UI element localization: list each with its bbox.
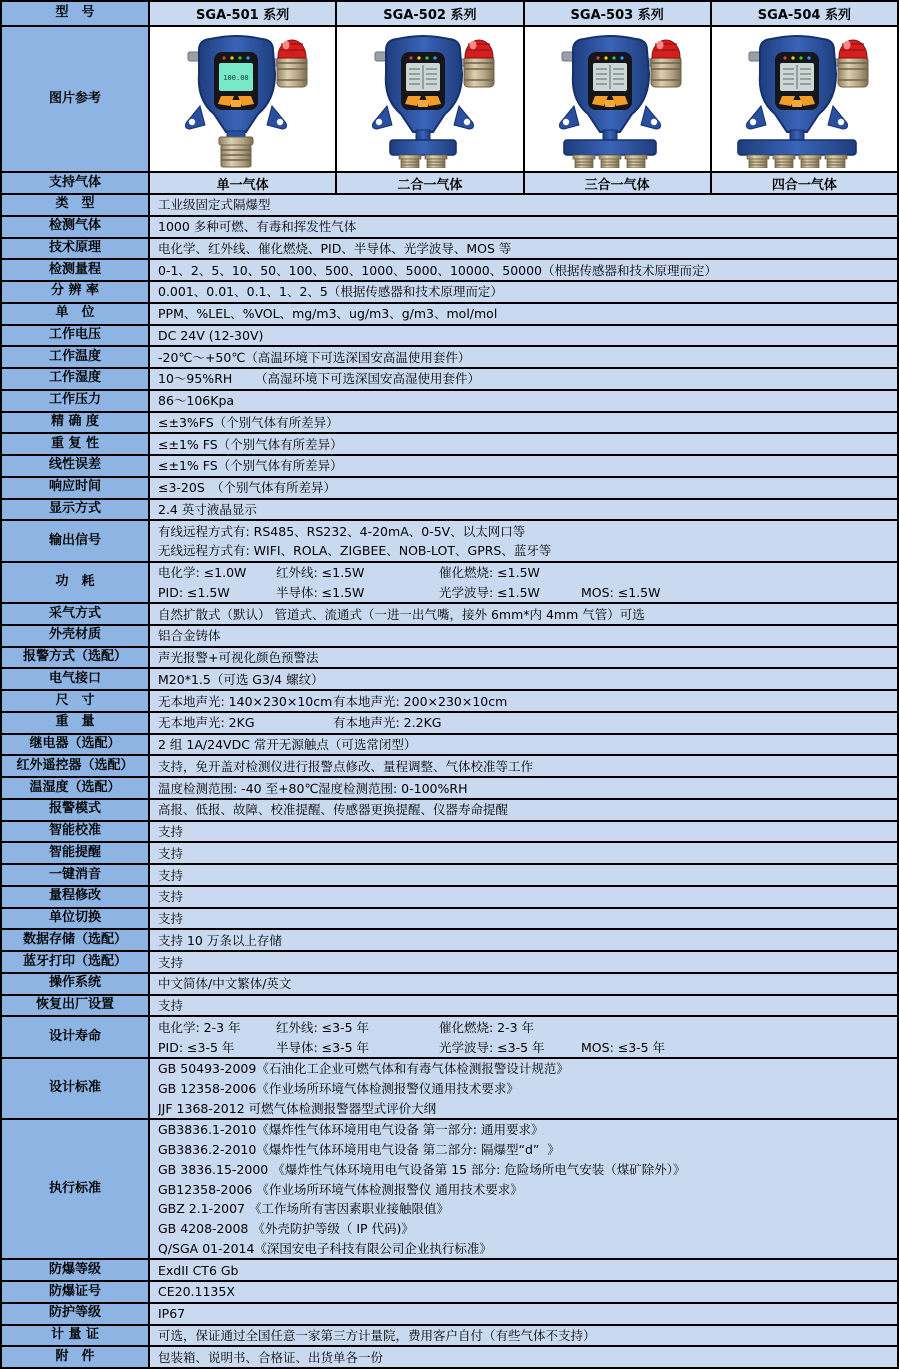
spec-label: 显示方式: [2, 500, 150, 520]
device-image-cell: [523, 27, 710, 171]
spec-value-line: CE20.1135X: [158, 1284, 235, 1300]
spec-label: 智能校准: [2, 822, 150, 842]
spec-row: [2, 217, 897, 239]
spec-label: 防护等级: [2, 1304, 150, 1324]
spec-value-line: 支持: [158, 889, 184, 905]
spec-value-line: 0-1、2、5、10、50、100、500、1000、5000、10000、50000（根据传感器和技术原理而定）: [158, 262, 718, 278]
gas-columns: [150, 173, 897, 193]
spec-value-line: DC 24V (12-30V): [158, 327, 264, 343]
spec-value-line: 铝合金铸体: [158, 628, 221, 644]
spec-value-segment: 半导体: ≤1.5W: [276, 584, 365, 600]
spec-value-segment: 电化学: ≤1.0W: [158, 565, 247, 581]
image-row-label: 图片参考: [2, 27, 150, 171]
spec-value-segment: （高湿环境下可选深国安高湿使用套件）: [255, 371, 481, 387]
spec-value-segment: 有本地声光: 2.2KG: [333, 715, 442, 731]
spec-value: [150, 865, 897, 885]
spec-value: [150, 1260, 897, 1280]
spec-label: 温湿度（选配）: [2, 778, 150, 798]
spec-value-segment: MOS: ≤1.5W: [581, 584, 661, 600]
spec-row: [2, 1326, 897, 1348]
spec-value-line: GB 4208-2008 《外壳防护等级（ IP 代码)》: [158, 1221, 414, 1237]
spec-value: [150, 195, 897, 215]
spec-row: [2, 434, 897, 456]
spec-label: 防爆等级: [2, 1260, 150, 1280]
spec-label: 工作温度: [2, 347, 150, 367]
spec-label: 设计寿命: [2, 1017, 150, 1056]
spec-value-segment: 温度检测范围: -40 至+80℃: [158, 780, 319, 796]
device-image-columns: [150, 27, 897, 171]
spec-value: [150, 478, 897, 498]
spec-label: 红外遥控器（选配）: [2, 756, 150, 776]
spec-value-line: 支持: [158, 867, 184, 883]
spec-row: [2, 952, 897, 974]
device-image-cell: [710, 27, 897, 171]
spec-row: [2, 1059, 897, 1120]
spec-value-line: 声光报警+可视化颜色预警法: [158, 650, 319, 666]
spec-row: [2, 604, 897, 626]
spec-value-segment: 光学波导: ≤1.5W: [439, 584, 540, 600]
spec-value-segment: 10～95%RH: [158, 371, 233, 387]
spec-value: [150, 521, 897, 560]
spec-row: [2, 865, 897, 887]
spec-value-segment: 半导体: ≤3-5 年: [276, 1039, 370, 1055]
spec-value: [150, 1120, 897, 1258]
spec-row: [2, 326, 897, 348]
spec-value: [150, 456, 897, 476]
gas-detector-image: [532, 30, 702, 168]
spec-label: 检测气体: [2, 217, 150, 237]
spec-row: [2, 521, 897, 562]
spec-value-line: ≤±3%FS（个别气体有所差异）: [158, 414, 339, 430]
spec-value: [150, 500, 897, 520]
spec-label: 单位切换: [2, 909, 150, 929]
spec-row: [2, 756, 897, 778]
spec-value-line: 包装箱、说明书、合格证、出货单各一份: [158, 1349, 384, 1365]
gas-type-cell: 单一气体: [150, 173, 335, 193]
spec-value: [150, 1017, 897, 1056]
spec-row: [2, 347, 897, 369]
spec-value-line: 中文简体/中文繁体/英文: [158, 976, 292, 992]
spec-value-line: GB3836.1-2010《爆炸性气体环境用电气设备 第一部分: 通用要求》: [158, 1122, 544, 1138]
spec-row: [2, 195, 897, 217]
spec-value: [150, 843, 897, 863]
spec-value-segment: MOS: ≤3-5 年: [581, 1039, 666, 1055]
device-image-cell: [150, 27, 335, 171]
spec-row: [2, 1304, 897, 1326]
spec-label: 附 件: [2, 1347, 150, 1367]
spec-value: [150, 1059, 897, 1118]
spec-value: [150, 909, 897, 929]
model-header-cell: SGA-503 系列: [523, 2, 710, 25]
spec-value-segment: PID: ≤3-5 年: [158, 1039, 235, 1055]
spec-value-line: [158, 369, 893, 389]
spec-row: [2, 887, 897, 909]
spec-value-line: 无线远程方式有: WIFI、ROLA、ZIGBEE、NOB-LOT、GPRS、蓝牙等: [158, 543, 552, 559]
spec-label: 报警方式（选配）: [2, 648, 150, 668]
spec-value-line: [158, 1037, 893, 1057]
spec-row: [2, 735, 897, 757]
spec-row: [2, 563, 897, 604]
spec-row: [2, 260, 897, 282]
spec-label: 电气接口: [2, 669, 150, 689]
spec-value: [150, 304, 897, 324]
spec-label: 操作系统: [2, 974, 150, 994]
spec-row: [2, 822, 897, 844]
spec-rows: [2, 195, 897, 1367]
spec-value: [150, 260, 897, 280]
spec-value-line: 支持: [158, 845, 184, 861]
spec-label: 重 量: [2, 713, 150, 733]
spec-value: [150, 800, 897, 820]
spec-label: 计 量 证: [2, 1326, 150, 1346]
spec-value-line: 支持: [158, 954, 184, 970]
spec-value: [150, 217, 897, 237]
gas-detector-image: [158, 30, 328, 168]
spec-label: 智能提醒: [2, 843, 150, 863]
spec-label: 继电器（选配）: [2, 735, 150, 755]
spec-value-line: 2.4 英寸液晶显示: [158, 501, 257, 517]
spec-label: 量程修改: [2, 887, 150, 907]
spec-label: 一键消音: [2, 865, 150, 885]
gas-row: [2, 173, 897, 195]
spec-value: [150, 563, 897, 602]
spec-label: 重 复 性: [2, 434, 150, 454]
spec-value-line: 支持: [158, 911, 184, 927]
spec-row: [2, 996, 897, 1018]
spec-value: [150, 604, 897, 624]
spec-row: [2, 304, 897, 326]
spec-value-line: IP67: [158, 1306, 186, 1322]
spec-label: 恢复出厂设置: [2, 996, 150, 1016]
spec-value: [150, 996, 897, 1016]
model-header-cell: SGA-504 系列: [710, 2, 897, 25]
spec-label: 功 耗: [2, 563, 150, 602]
spec-value-segment: 无本地声光: 140×230×10cm: [158, 693, 333, 709]
spec-value-line: [158, 713, 893, 733]
spec-value: [150, 930, 897, 950]
spec-label: 采气方式: [2, 604, 150, 624]
spec-label: 工作电压: [2, 326, 150, 346]
spec-row: [2, 778, 897, 800]
spec-value-line: JJF 1368-2012 可燃气体检测报警器型式评价大纲: [158, 1100, 437, 1116]
gas-detector-image: [345, 30, 515, 168]
spec-label: 分 辨 率: [2, 282, 150, 302]
spec-value: [150, 669, 897, 689]
spec-label: 外壳材质: [2, 626, 150, 646]
spec-label: 线性误差: [2, 456, 150, 476]
spec-row: [2, 1017, 897, 1058]
spec-label: 精 确 度: [2, 413, 150, 433]
spec-row: [2, 500, 897, 522]
spec-row: [2, 369, 897, 391]
spec-value-segment: 催化燃烧: 2-3 年: [439, 1019, 535, 1035]
gas-type-cell: 三合一气体: [523, 173, 710, 193]
spec-value: [150, 648, 897, 668]
spec-value-line: GB 12358-2006《作业场所环境气体检测报警仪通用技术要求》: [158, 1081, 519, 1097]
spec-row: [2, 478, 897, 500]
spec-value-line: 86～106Kpa: [158, 393, 235, 409]
spec-value: [150, 1282, 897, 1302]
spec-value-line: Q/SGA 01-2014《深国安电子科技有限公司企业执行标准》: [158, 1240, 492, 1256]
spec-value-line: 工业级固定式隔爆型: [158, 197, 271, 213]
spec-row: [2, 239, 897, 261]
spec-label: 类 型: [2, 195, 150, 215]
model-columns: [150, 2, 897, 25]
spec-value-line: GBZ 2.1-2007 《工作场所有害因素职业接触限值》: [158, 1201, 449, 1217]
spec-value: [150, 391, 897, 411]
spec-value: [150, 778, 897, 798]
spec-row: [2, 800, 897, 822]
spec-label: 响应时间: [2, 478, 150, 498]
spec-row: [2, 1260, 897, 1282]
spec-value: [150, 626, 897, 646]
spec-value-line: [158, 563, 893, 583]
spec-value-line: GB 3836.15-2000 《爆炸性气体环境用电气设备第 15 部分: 危险场所电气安装（煤矿除外）》: [158, 1161, 686, 1177]
spec-label: 设计标准: [2, 1059, 150, 1118]
spec-value-segment: 红外线: ≤1.5W: [276, 565, 365, 581]
spec-value: [150, 822, 897, 842]
spec-value: [150, 282, 897, 302]
spec-label: 执行标准: [2, 1120, 150, 1258]
spec-value-line: ≤±1% FS（个别气体有所差异）: [158, 436, 343, 452]
spec-row: [2, 713, 897, 735]
spec-value-line: 0.001、0.01、0.1、1、2、5（根据传感器和技术原理而定）: [158, 284, 503, 300]
gas-detector-image: [719, 30, 889, 168]
spec-value-line: 高报、低报、故障、校准提醒、传感器更换提醒、仪器寿命提醒: [158, 802, 509, 818]
spec-label: 输出信号: [2, 521, 150, 560]
spec-value: [150, 887, 897, 907]
spec-label: 工作湿度: [2, 369, 150, 389]
spec-value-line: PPM、%LEL、%VOL、mg/m3、ug/m3、g/m3、mol/mol: [158, 306, 498, 322]
spec-value-line: [158, 582, 893, 602]
spec-value-line: GB 50493-2009《石油化工企业可燃气体和有毒气体检测报警设计规范》: [158, 1061, 569, 1077]
spec-value: [150, 1326, 897, 1346]
spec-value-line: 电化学、红外线、催化燃烧、PID、半导体、光学波导、MOS 等: [158, 240, 512, 256]
spec-row: [2, 669, 897, 691]
header-row: [2, 2, 897, 27]
spec-value: [150, 1304, 897, 1324]
spec-row: [2, 930, 897, 952]
spec-value-line: 1000 多种可燃、有毒和挥发性气体: [158, 219, 357, 235]
spec-value: [150, 1347, 897, 1367]
spec-row: [2, 974, 897, 996]
spec-value: [150, 756, 897, 776]
gas-row-label: 支持气体: [2, 173, 150, 193]
spec-value-line: [158, 691, 893, 711]
spec-label: 数据存储（选配）: [2, 930, 150, 950]
spec-value-line: 可选，保证通过全国任意一家第三方计量院，费用客户自付（有些气体不支持）: [158, 1327, 596, 1343]
spec-row: [2, 909, 897, 931]
spec-label: 报警模式: [2, 800, 150, 820]
svg-text:100.00: 100.00: [222, 74, 249, 82]
spec-value-line: 支持 10 万条以上存储: [158, 932, 282, 948]
spec-value-segment: 有本地声光: 200×230×10cm: [333, 693, 508, 709]
spec-value: [150, 952, 897, 972]
spec-value-line: 有线远程方式有: RS485、RS232、4-20mA、0-5V、以太网口等: [158, 523, 526, 539]
spec-value-segment: 电化学: 2-3 年: [158, 1019, 241, 1035]
spec-value-line: ExdII CT6 Gb: [158, 1262, 239, 1278]
spec-row: [2, 1347, 897, 1367]
spec-label: 防爆证号: [2, 1282, 150, 1302]
spec-row: [2, 843, 897, 865]
spec-value-line: [158, 1017, 893, 1037]
spec-value-segment: 催化燃烧: ≤1.5W: [439, 565, 540, 581]
spec-value-segment: 红外线: ≤3-5 年: [276, 1019, 370, 1035]
spec-value-segment: 湿度检测范围: 0-100%RH: [318, 780, 468, 796]
spec-value-line: -20℃～+50℃（高温环境下可选深国安高温使用套件）: [158, 349, 471, 365]
spec-row: [2, 648, 897, 670]
spec-value-line: GB12358-2006 《作业场所环境气体检测报警仪 通用技术要求》: [158, 1181, 523, 1197]
spec-value: [150, 413, 897, 433]
spec-row: [2, 391, 897, 413]
image-row: [2, 27, 897, 173]
spec-value-segment: PID: ≤1.5W: [158, 584, 230, 600]
spec-value-line: 2 组 1A/24VDC 常开无源触点（可选常闭型）: [158, 737, 417, 753]
model-header-cell: SGA-501 系列: [150, 2, 335, 25]
model-header-cell: SGA-502 系列: [335, 2, 522, 25]
spec-value-segment: 无本地声光: 2KG: [158, 715, 255, 731]
spec-value-line: ≤3-20S （个别气体有所差异）: [158, 480, 337, 496]
spec-row: [2, 456, 897, 478]
spec-value-line: 自然扩散式（默认） 管道式、流通式（一进一出气嘴，接外 6mm*内 4mm 气管）可选: [158, 606, 645, 622]
spec-value: [150, 326, 897, 346]
spec-row: [2, 691, 897, 713]
spec-label: 蓝牙打印（选配）: [2, 952, 150, 972]
gas-type-cell: 四合一气体: [710, 173, 897, 193]
spec-value: [150, 347, 897, 367]
spec-label: 技术原理: [2, 239, 150, 259]
spec-row: [2, 1282, 897, 1304]
spec-label: 工作压力: [2, 391, 150, 411]
spec-value-line: 支持: [158, 998, 184, 1014]
spec-value-line: GB3836.2-2010《爆炸性气体环境用电气设备 第二部分: 隔爆型“d” 》: [158, 1142, 560, 1158]
gas-type-cell: 二合一气体: [335, 173, 522, 193]
spec-value: [150, 434, 897, 454]
spec-value-line: 支持: [158, 824, 184, 840]
spec-row: [2, 1120, 897, 1260]
spec-value-line: [158, 778, 893, 798]
spec-value: [150, 691, 897, 711]
spec-value: [150, 713, 897, 733]
spec-row: [2, 413, 897, 435]
spec-value: [150, 735, 897, 755]
spec-value: [150, 239, 897, 259]
spec-value: [150, 369, 897, 389]
spec-label: 尺 寸: [2, 691, 150, 711]
spec-label: 检测量程: [2, 260, 150, 280]
spec-label: 单 位: [2, 304, 150, 324]
header-label: 型 号: [2, 2, 150, 25]
spec-value-line: 支持，免开盖对检测仪进行报警点修改、量程调整、气体校准等工作: [158, 758, 534, 774]
spec-value-line: ≤±1% FS（个别气体有所差异）: [158, 458, 343, 474]
spec-value: [150, 974, 897, 994]
spec-value-segment: 光学波导: ≤3-5 年: [439, 1039, 545, 1055]
spec-value-line: M20*1.5（可选 G3/4 螺纹）: [158, 671, 324, 687]
device-image-cell: [335, 27, 522, 171]
spec-row: [2, 282, 897, 304]
spec-row: [2, 626, 897, 648]
